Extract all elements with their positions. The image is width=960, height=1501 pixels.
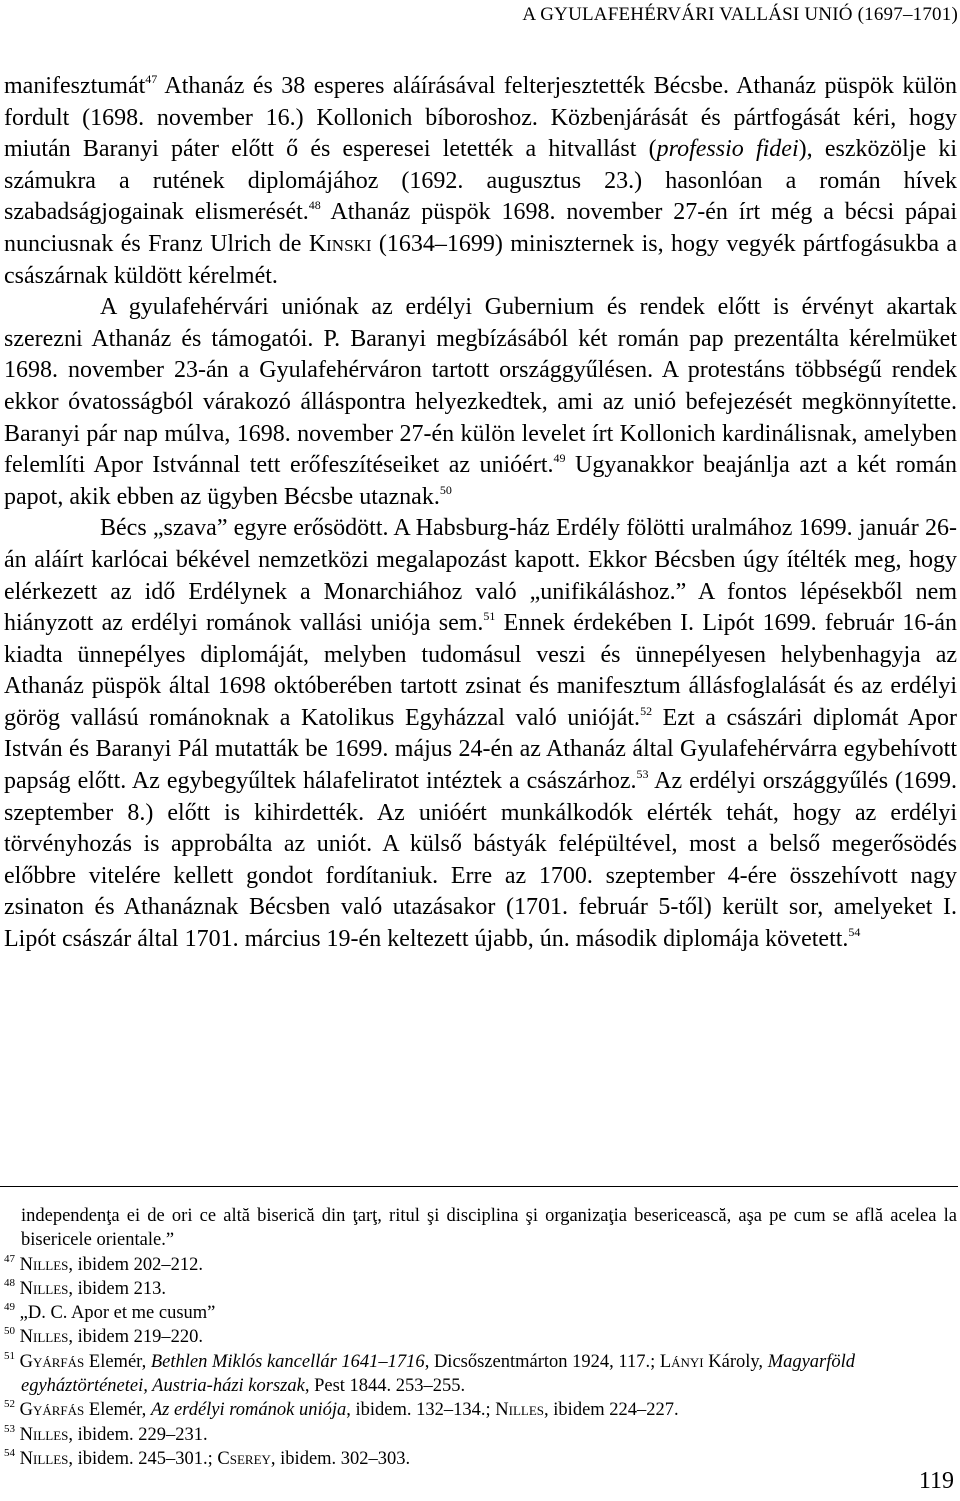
footnote-title: Bethlen Miklós kancellár 1641–1716 xyxy=(150,1351,425,1372)
paragraph-2 xyxy=(4,292,957,513)
footnote-text: , ibidem. 245–301.; xyxy=(68,1448,218,1469)
footnote-text: Elemér, xyxy=(84,1400,151,1421)
footnotes xyxy=(4,1204,957,1471)
footnote-text: „D. C. Apor et me cusum” xyxy=(19,1303,216,1324)
footnote-number: 54 xyxy=(4,1446,15,1459)
text-run: Ugyanakkor beajánlja azt a két román papot, akik ebben az ügyben Bécsbe utaznak. xyxy=(4,452,958,510)
footnote-number: 48 xyxy=(4,1276,15,1289)
footnote-ref-53[interactable]: 53 xyxy=(636,767,649,782)
footnote-title: Magyarföld egyháztörténetei, Austria-házi korszak xyxy=(21,1351,856,1397)
footnote-author: Gyárfás xyxy=(19,1351,85,1372)
footnote-number: 52 xyxy=(4,1398,15,1411)
paragraph-1 xyxy=(4,71,957,292)
footnote-number: 53 xyxy=(4,1422,15,1435)
footnote-divider xyxy=(0,1186,958,1187)
footnote-54 xyxy=(4,1447,957,1471)
footnote-52 xyxy=(4,1398,957,1422)
footnote-author: Nilles xyxy=(495,1400,545,1421)
footnote-ref-49[interactable]: 49 xyxy=(553,451,566,466)
main-text xyxy=(4,71,957,956)
footnote-number: 50 xyxy=(4,1325,15,1338)
footnote-title: Az erdélyi románok uniója xyxy=(150,1400,347,1421)
footnote-author: Gyárfás xyxy=(19,1400,85,1421)
footnote-text: , ibidem 213. xyxy=(68,1278,167,1299)
footnote-48 xyxy=(4,1277,957,1301)
footnote-author: Nilles xyxy=(19,1448,69,1469)
footnote-ref-52[interactable]: 52 xyxy=(640,703,653,718)
footnote-author: Nilles xyxy=(19,1327,69,1348)
text-run: Az erdélyi országgyűlés (1699. szeptember 8.) előtt is kihirdették. Az unióért munkálkodók elérték tehát, hogy az erdélyi törvényhozás is approbálta az uniót. A külső bástyák felépültével, most a belső megerősödés előbbre vitelére kellett gondot fordítaniuk. Erre az 1700. szeptember 4-ére összehívott nagy zsinaton és Athanáznak Bécsben való utazásakor (1701. február 5-től) került sor, amelyeket I. Lipót császár által 1701. március 19-én keltezett újabb, ún. második diplomája követett. xyxy=(4,768,957,953)
footnote-53 xyxy=(4,1423,957,1447)
footnote-text: Károly, xyxy=(703,1351,768,1372)
footnote-text: Elemér, xyxy=(84,1351,151,1372)
footnote-ref-47[interactable]: 47 xyxy=(145,72,158,86)
footnote-ref-50[interactable]: 50 xyxy=(439,482,452,497)
text-run: Athanáz püspök 1698. november 27-én írt még a bécsi pápai nunciusnak és Franz Ulrich de xyxy=(4,199,957,257)
footnote-text: , Pest 1844. 253–255. xyxy=(304,1376,466,1397)
text-run: Ennek érdekében I. Lipót 1699. február 16-án kiadta ünnepélyes diplomáját, melyben tudomásul veszi és ünnepélyesen helybenhagyja az Athanáz püspök által 1698 októberében tartott zsinat és manifesztum állásfoglalását és az erdélyi görög vallású románoknak a Katolikus Egyházzal való unióját. xyxy=(4,610,958,731)
text-run: (1634–1699) miniszternek is, hogy vegyék pártfogásukba a császárnak küldött kérelmét. xyxy=(4,230,957,289)
footnote-author: Nilles xyxy=(19,1254,69,1275)
text-run: Ezt a császári diplomát Apor István és Baranyi Pál mutatták be 1699. május 24-én az Athanáz által Gyulafehérvárra egybehívott papság előtt. Az egybegyűltek hálafeliratot intéztek a császárhoz. xyxy=(4,704,957,795)
footnote-author: Cserey xyxy=(217,1448,271,1469)
footnote-ref-51[interactable]: 51 xyxy=(483,609,496,624)
text-run: Bécs „szava” egyre erősödött. A Habsburg-ház Erdély fölötti uralmához 1699. január 26-án aláírt karlócai békével nemzetközi megalapozást kapott. Ekkor Bécsben úgy ítélték meg, hogy elérkezett az idő Erdélynek a Monarchiához való „unifikáláshoz.” A fontos lépésekből nem hiányzott az erdélyi románok vallási uniója sem. xyxy=(4,515,957,637)
footnote-text: , ibidem 219–220. xyxy=(68,1327,204,1348)
footnote-ref-48[interactable]: 48 xyxy=(308,198,321,213)
running-header: A GYULAFEHÉRVÁRI VALLÁSI UNIÓ (1697–1701) xyxy=(522,4,958,25)
footnote-text: , ibidem 224–227. xyxy=(544,1400,679,1421)
footnote-author: Nilles xyxy=(19,1424,69,1445)
footnote-author: Nilles xyxy=(19,1278,69,1299)
text-run: A gyulafehérvári uniónak az erdélyi Gubernium és rendek előtt is érvényt akartak szerezni Athanáz és támogatói. P. Baranyi megbízásából két román pap prezentálta kérelmüket 1698. november 23-án a Gyulafehérváron tartott országgyűlésen. A protestáns többségű rendek ekkor óvatosságból várakozó álláspontra helyezkedtek, ami az unió befejezését megkönnyítette. Baranyi pár nap múlva, 1698. november 27-én külön levelet írt Kollonich kardinálisnak, amelyben felemlíti Apor Istvánnal tett erőfeszítéseiket az unióért. xyxy=(4,294,957,479)
footnote-51 xyxy=(4,1350,957,1399)
footnote-text: , Dicsőszentmárton 1924, 117.; xyxy=(424,1351,660,1372)
page-number: 119 xyxy=(918,1468,954,1494)
text-run: ), eszközölje ki számukra a rutének diplomájához (1692. augusztus 23.) hasonlóan a román hívek szabadságjogainak elismerését. xyxy=(4,136,958,226)
footnote-continued: independenţa ei de ori ce altă biserică din ţarţ, ritul şi disciplina şi organizaţia besericească, aşa pe cum se află acelea la bisericele orientale.” xyxy=(21,1206,957,1251)
footnote-49 xyxy=(4,1301,957,1325)
paragraph-3 xyxy=(4,513,957,955)
footnote-47 xyxy=(4,1253,957,1277)
footnote-50 xyxy=(4,1325,957,1349)
footnote-number: 47 xyxy=(4,1252,15,1265)
text-run: manifesztumát xyxy=(4,73,146,99)
footnote-ref-54[interactable]: 54 xyxy=(848,925,861,940)
footnote-text: , ibidem 202–212. xyxy=(68,1254,204,1275)
footnote-number: 49 xyxy=(4,1301,15,1314)
footnote-number: 51 xyxy=(4,1349,15,1362)
footnote-text: , ibidem. 229–231. xyxy=(68,1424,208,1445)
footnote-text: , ibidem. 302–303. xyxy=(270,1448,411,1469)
person-name: Kinski xyxy=(308,230,372,257)
footnote-author: Lányi xyxy=(659,1351,704,1372)
text-run: Athanáz és 38 esperes aláírásával felterjesztették Bécsbe. Athanáz püspök külön fordult (1698. november 16.) Kollonich bíboroshoz. Közbenjárását és pártfogását kéri, hogy miután Baranyi páter előtt ő és esperesei letették a hitvallást ( xyxy=(4,73,957,163)
footnote-text: , ibidem. 132–134.; xyxy=(346,1400,496,1421)
italic-term: professio fidei xyxy=(656,136,799,163)
